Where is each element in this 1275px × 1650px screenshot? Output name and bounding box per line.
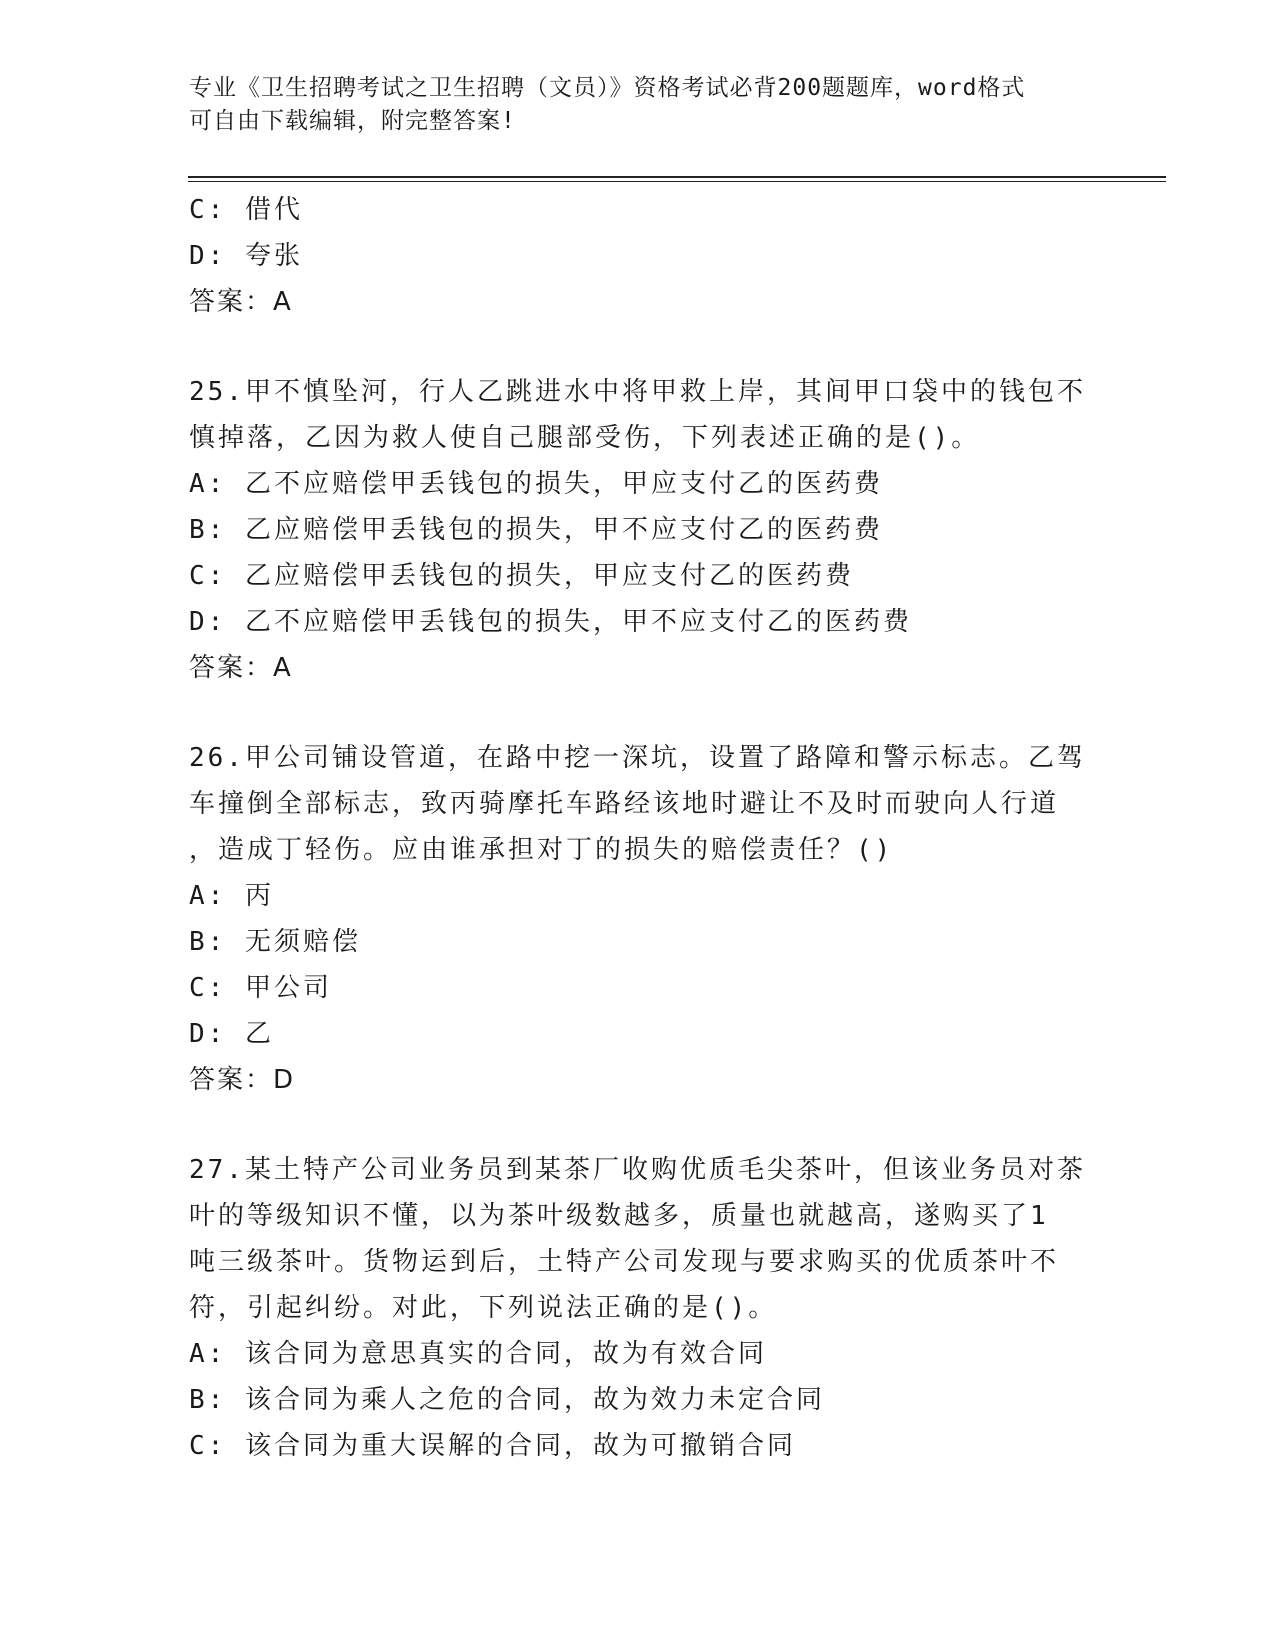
option-d: D: 夸张 [189, 241, 303, 271]
header-title-line-2: 可自由下载编辑，附完整答案! [189, 108, 516, 134]
option-d: D: 乙 [189, 1019, 274, 1049]
option-c: C: 借代 [189, 195, 303, 225]
header-title-line-1: 专业《卫生招聘考试之卫生招聘（文员）》资格考试必背200题题库，word格式 [189, 75, 1026, 101]
option-c: C: 该合同为重大误解的合同，故为可撤销合同 [189, 1431, 796, 1461]
question-stem-line: 26.甲公司铺设管道，在路中挖一深坑，设置了路障和警示标志。乙驾 [189, 743, 1086, 773]
question-stem-line: 符，引起纠纷。对此，下列说法正确的是()。 [189, 1293, 778, 1323]
question-25 [189, 369, 1089, 691]
page-header [189, 72, 1069, 138]
answer-line: 答案：A [189, 653, 293, 683]
option-c: C: 甲公司 [189, 973, 332, 1003]
question-content [189, 187, 1089, 1469]
option-a: A: 该合同为意思真实的合同，故为有效合同 [189, 1339, 767, 1369]
previous-question-tail [189, 187, 1089, 325]
question-stem-line: 慎掉落，乙因为救人使自己腿部受伤，下列表述正确的是()。 [189, 423, 981, 453]
option-c: C: 乙应赔偿甲丢钱包的损失，甲应支付乙的医药费 [189, 561, 854, 591]
question-27 [189, 1147, 1089, 1469]
header-divider [188, 176, 1166, 182]
question-stem-line: 叶的等级知识不懂，以为茶叶级数越多，质量也就越高，遂购买了1 [189, 1201, 1049, 1231]
option-b: B: 乙应赔偿甲丢钱包的损失，甲不应支付乙的医药费 [189, 515, 883, 545]
answer-line: 答案：A [189, 287, 293, 317]
question-stem-line: ，造成丁轻伤。应由谁承担对丁的损失的赔偿责任？() [189, 835, 894, 865]
option-b: B: 该合同为乘人之危的合同，故为效力未定合同 [189, 1385, 825, 1415]
question-26 [189, 735, 1089, 1103]
option-b: B: 无须赔偿 [189, 927, 361, 957]
question-stem-line: 吨三级茶叶。货物运到后，土特产公司发现与要求购买的优质茶叶不 [189, 1247, 1060, 1277]
option-a: A: 丙 [189, 881, 274, 911]
answer-line: 答案：D [189, 1065, 296, 1095]
option-a: A: 乙不应赔偿甲丢钱包的损失，甲应支付乙的医药费 [189, 469, 883, 499]
question-stem-line: 27.某土特产公司业务员到某茶厂收购优质毛尖茶叶，但该业务员对茶 [189, 1155, 1086, 1185]
question-stem-line: 25.甲不慎坠河，行人乙跳进水中将甲救上岸，其间甲口袋中的钱包不 [189, 377, 1086, 407]
question-stem-line: 车撞倒全部标志，致丙骑摩托车路经该地时避让不及时而驶向人行道 [189, 789, 1060, 819]
option-d: D: 乙不应赔偿甲丢钱包的损失，甲不应支付乙的医药费 [189, 607, 912, 637]
